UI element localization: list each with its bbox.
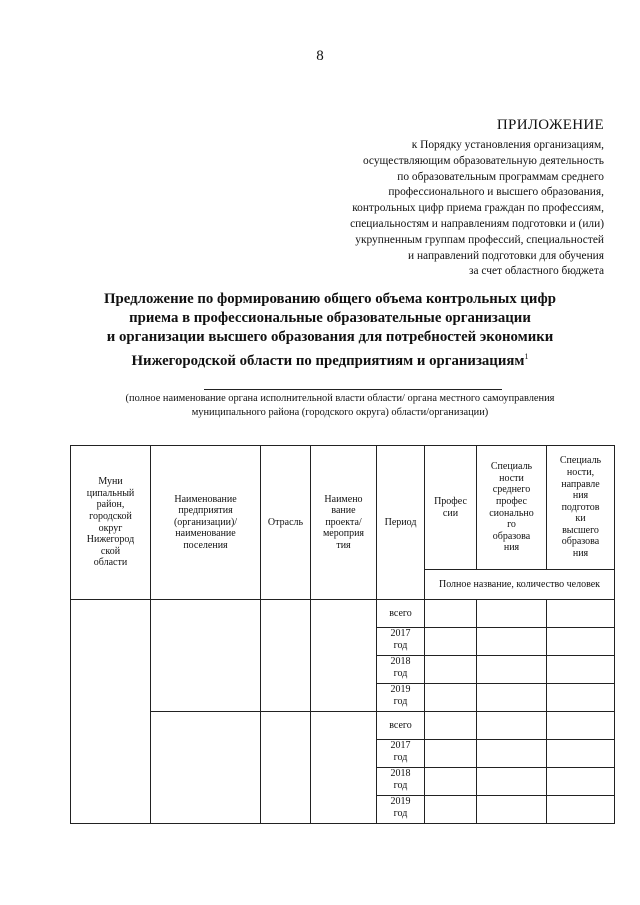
cell-industry[interactable] bbox=[261, 600, 311, 712]
caption-line: муниципального района (городского округа) области/организации) bbox=[191, 407, 489, 418]
organization-fill-line bbox=[204, 389, 502, 390]
proposal-table bbox=[70, 445, 615, 824]
cell-professions[interactable] bbox=[425, 712, 477, 740]
footnote-mark: 1 bbox=[524, 352, 529, 361]
cell-municipality[interactable] bbox=[71, 600, 151, 824]
cell-professions[interactable] bbox=[425, 600, 477, 628]
organization-caption bbox=[60, 392, 620, 420]
cell-professions[interactable] bbox=[425, 796, 477, 824]
cell-project[interactable] bbox=[311, 600, 377, 712]
appendix-line: контрольных цифр приема граждан по профессиям, bbox=[352, 202, 604, 215]
cell-industry[interactable] bbox=[261, 712, 311, 824]
cell-period: 2018 год bbox=[377, 768, 425, 796]
title-line: Предложение по формированию общего объема контрольных цифр bbox=[104, 291, 556, 307]
cell-professions[interactable] bbox=[425, 628, 477, 656]
appendix-line: укрупненным группам профессий, специальностей bbox=[355, 233, 604, 246]
cell-specialties-spo[interactable] bbox=[477, 796, 547, 824]
cell-specialties-spo[interactable] bbox=[477, 712, 547, 740]
cell-specialties-spo[interactable] bbox=[477, 628, 547, 656]
cell-specialties-spo[interactable] bbox=[477, 740, 547, 768]
cell-period: 2018 год bbox=[377, 656, 425, 684]
header-specialties-vo: Специаль ности, направле ния подготов ки высшего образова ния bbox=[547, 446, 615, 570]
cell-enterprise[interactable] bbox=[151, 600, 261, 712]
header-row bbox=[71, 446, 615, 570]
title-line-text: Нижегородской области по предприятиям и организациям bbox=[131, 352, 525, 369]
header-period: Период bbox=[377, 446, 425, 600]
cell-specialties-vo[interactable] bbox=[547, 628, 615, 656]
page-number: 8 bbox=[316, 48, 324, 64]
appendix-line: к Порядку установления организациям, bbox=[411, 139, 604, 151]
cell-period: всего bbox=[377, 600, 425, 628]
header-specialties-spo: Специаль ности среднего профес сионально го образова ния bbox=[477, 446, 547, 570]
title-line bbox=[60, 347, 600, 371]
document-title bbox=[60, 290, 600, 371]
cell-project[interactable] bbox=[311, 712, 377, 824]
appendix-line: осуществляющим образовательную деятельность bbox=[362, 154, 604, 167]
caption-line: (полное наименование органа исполнительной власти области/ органа местного самоуправления bbox=[125, 393, 555, 404]
title-line: и организации высшего образования для потребностей экономики bbox=[106, 329, 554, 345]
cell-specialties-vo[interactable] bbox=[547, 684, 615, 712]
cell-specialties-vo[interactable] bbox=[547, 768, 615, 796]
cell-specialties-vo[interactable] bbox=[547, 712, 615, 740]
cell-professions[interactable] bbox=[425, 684, 477, 712]
cell-period: 2019 год bbox=[377, 684, 425, 712]
header-project: Наимено вание проекта/ мероприя тия bbox=[311, 446, 377, 600]
cell-period: 2017 год bbox=[377, 740, 425, 768]
appendix-line: за счет областного бюджета bbox=[468, 265, 604, 278]
table-row bbox=[71, 712, 615, 740]
cell-enterprise[interactable] bbox=[151, 712, 261, 824]
cell-specialties-vo[interactable] bbox=[547, 656, 615, 684]
cell-professions[interactable] bbox=[425, 768, 477, 796]
header-enterprise: Наименование предприятия (организации)/ наименование поселения bbox=[151, 446, 261, 600]
appendix-line: профессионального и высшего образования, bbox=[388, 186, 604, 199]
appendix-description bbox=[264, 138, 604, 280]
cell-specialties-spo[interactable] bbox=[477, 600, 547, 628]
appendix-line: по образовательным программам среднего bbox=[397, 170, 604, 183]
cell-specialties-vo[interactable] bbox=[547, 600, 615, 628]
appendix-line: специальностям и направлениям подготовки и (или) bbox=[350, 217, 604, 230]
cell-period: 2019 год bbox=[377, 796, 425, 824]
header-industry: Отрасль bbox=[261, 446, 311, 600]
cell-professions[interactable] bbox=[425, 740, 477, 768]
cell-specialties-spo[interactable] bbox=[477, 656, 547, 684]
cell-specialties-spo[interactable] bbox=[477, 684, 547, 712]
cell-professions[interactable] bbox=[425, 656, 477, 684]
cell-period: 2017 год bbox=[377, 628, 425, 656]
appendix-line: и направлений подготовки для обучения bbox=[408, 249, 604, 262]
cell-specialties-vo[interactable] bbox=[547, 796, 615, 824]
cell-period: всего bbox=[377, 712, 425, 740]
header-municipality: Муни ципальный район, городской округ Нижегород ской области bbox=[71, 446, 151, 600]
table-row bbox=[71, 600, 615, 628]
cell-specialties-vo[interactable] bbox=[547, 740, 615, 768]
title-line: приема в профессиональные образовательные организации bbox=[129, 310, 531, 326]
appendix-label: ПРИЛОЖЕНИЕ bbox=[496, 117, 604, 133]
cell-specialties-spo[interactable] bbox=[477, 768, 547, 796]
header-professions: Профес сии bbox=[425, 446, 477, 570]
subheader-full-name-count: Полное название, количество человек bbox=[425, 570, 615, 600]
